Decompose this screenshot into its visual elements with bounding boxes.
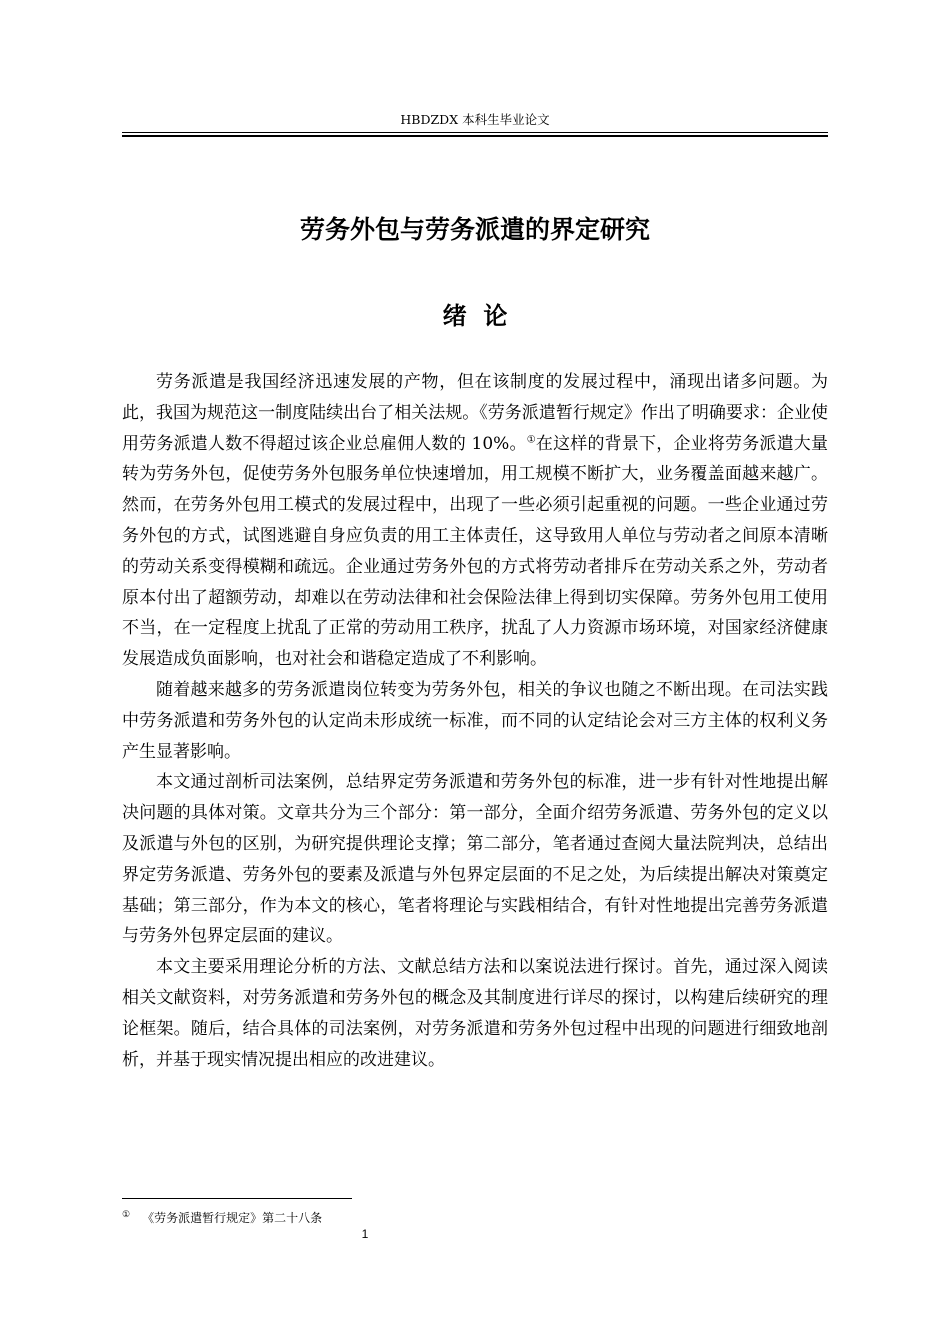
paragraph-text: 在这样的背景下，企业将劳务派遣大量转为劳务外包，促使劳务外包服务单位快速增加，用工规模不断扩大，业务覆盖面越来越广。然而，在劳务外包用工模式的发展过程中，出现了一些必须引起重视的问题。一些企业通过劳务外包的方式，试图逃避自身应负责的用工主体责任，这导致用人单位与劳动者之间原本清晰的劳动关系变得模糊和疏远。企业通过劳务外包的方式将劳动者排斥在劳动关系之外，劳动者原本付出了超额劳动，却难以在劳动法律和社会保险法律上得到切实保障。劳务外包用工使用不当，在一定程度上扰乱了正常的劳动用工秩序，扰乱了人力资源市场环境，对国家经济健康发展造成负面影响，也对社会和谐稳定造成了不利影响。	[122, 433, 829, 670]
footnote-separator	[122, 1198, 352, 1199]
paragraph: 随着越来越多的劳务派遣岗位转变为劳务外包，相关的争议也随之不断出现。在司法实践中劳务派遣和劳务外包的认定尚未形成统一标准，而不同的认定结论会对三方主体的权利义务产生显著影响。	[122, 679, 828, 762]
footnote-text: 《劳务派遣暂行规定》第二十八条	[142, 1211, 323, 1225]
body-text	[122, 367, 828, 1075]
paragraph: 本文主要采用理论分析的方法、文献总结方法和以案说法进行探讨。首先，通过深入阅读相关文献资料，对劳务派遣和劳务外包的概念及其制度进行详尽的探讨，以构建后续研究的理论框架。随后，结合具体的司法案例，对劳务派遣和劳务外包过程中出现的问题进行细致地剖析，并基于现实情况提出相应的改进建议。	[122, 957, 828, 1070]
section-heading: 绪 论	[442, 302, 508, 330]
footnote-reference[interactable]: ①	[526, 433, 536, 445]
paragraph-text: 劳务派遣是我国经济迅速发展的产物，但在该制度的发展过程中，涌现出诸多问题。为此，我国为规范这一制度陆续出台了相关法规。《劳务派遣暂行规定》作出了明确要求：企业使用劳务派遣人数不得超过该企业总雇佣人数的 10%。	[122, 372, 828, 454]
paragraph: 本文通过剖析司法案例，总结界定劳务派遣和劳务外包的标准，进一步有针对性地提出解决问题的具体对策。文章共分为三个部分：第一部分，全面介绍劳务派遣、劳务外包的定义以及派遣与外包的区别，为研究提供理论支撑；第二部分，笔者通过查阅大量法院判决，总结出界定劳务派遣、劳务外包的要素及派遣与外包界定层面的不足之处，为后续提出解决对策奠定基础；第三部分，作为本文的核心，笔者将理论与实践相结合，有针对性地提出完善劳务派遣与劳务外包界定层面的建议。	[122, 772, 828, 947]
running-header: HBDZDX 本科生毕业论文	[400, 112, 550, 127]
page-number: 1	[361, 1227, 369, 1241]
footnote-mark: ①	[122, 1210, 131, 1220]
header-rule-thick	[122, 135, 828, 137]
header-rule-thin	[122, 132, 828, 133]
paragraph	[122, 367, 828, 675]
paper-title: 劳务外包与劳务派遣的界定研究	[299, 215, 650, 244]
footnote	[122, 1207, 828, 1226]
